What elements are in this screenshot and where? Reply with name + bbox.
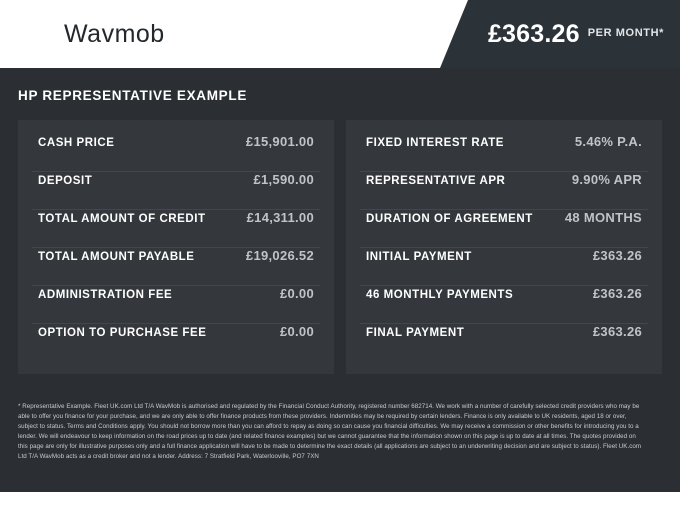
row-value: £15,901.00 (245, 134, 314, 149)
table-row (360, 210, 648, 248)
row-label: INITIAL PAYMENT (366, 251, 472, 263)
table-row (360, 134, 648, 172)
finance-panel-left (18, 120, 334, 374)
row-label: FINAL PAYMENT (366, 327, 465, 339)
table-row (32, 324, 320, 362)
row-label: 46 MONTHLY PAYMENTS (366, 289, 514, 301)
table-row (32, 134, 320, 172)
page-header (0, 0, 680, 68)
row-value: £0.00 (279, 286, 314, 301)
row-value: £19,026.52 (245, 248, 314, 263)
table-row (32, 172, 320, 210)
row-label: DURATION OF AGREEMENT (366, 213, 533, 225)
row-value: £0.00 (279, 324, 314, 339)
monthly-price-period: PER MONTH* (587, 27, 664, 39)
row-label: FIXED INTEREST RATE (366, 137, 505, 149)
row-value: 48 MONTHS (564, 210, 642, 225)
table-row (32, 286, 320, 324)
row-label: TOTAL AMOUNT PAYABLE (38, 251, 195, 263)
legal-footnote: * Representative Example. Fleet UK.com Ltd T/A WavMob is authorised and regulated by the Financial Conduct Authority, registered number 682714. We work with a number of carefully selected credit providers who may be able to offer you finance for your purchase, and we are only able to offer finance products from these providers. Indemnities may be required by certain lenders. Finance is only available to UK residents, aged 18 or over, subject to status. Terms and Conditions apply. You should not borrow more than you can afford to repay as doing so can cause you financial difficulties. We may receive a commission or other benefits for introducing you to a lender. We will endeavour to keep information on the road prices up to date (and related finance examples) but we cannot guarantee that the information shown on this page is up to date at all times. The quotes provided on this page are only for illustrative purposes only and a full finance application will have to be made to determine the exact details (all applications are subject to an underwriting decision and are subject to status). Fleet UK.com Ltd T/A WavMob acts as a credit broker and not a lender. Address: 7 Stratfield Park, Waterlooville, PO7 7XN (18, 403, 642, 461)
row-label: OPTION TO PURCHASE FEE (38, 327, 207, 339)
bottom-bar (0, 492, 680, 510)
monthly-price-group (488, 0, 664, 68)
table-row (32, 248, 320, 286)
row-label: REPRESENTATIVE APR (366, 175, 506, 187)
row-label: CASH PRICE (38, 137, 115, 149)
row-value: £363.26 (592, 286, 642, 301)
row-value: £363.26 (592, 324, 642, 339)
table-row (360, 286, 648, 324)
row-value: £363.26 (592, 248, 642, 263)
row-value: £14,311.00 (246, 210, 314, 225)
monthly-price-amount: £363.26 (487, 19, 580, 48)
page-title: HP REPRESENTATIVE EXAMPLE (18, 88, 248, 103)
row-value: £1,590.00 (253, 172, 314, 187)
table-row (360, 248, 648, 286)
row-label: ADMINISTRATION FEE (38, 289, 173, 301)
row-value: 5.46% P.A. (574, 134, 642, 149)
finance-panel-right (346, 120, 662, 374)
table-row (360, 172, 648, 210)
table-row (360, 324, 648, 362)
row-label: TOTAL AMOUNT OF CREDIT (38, 213, 206, 225)
table-row (32, 210, 320, 248)
finance-details-panels (18, 120, 662, 374)
row-value: 9.90% APR (571, 172, 642, 187)
brand-logo: Wavmob (64, 20, 165, 48)
row-label: DEPOSIT (38, 175, 93, 187)
